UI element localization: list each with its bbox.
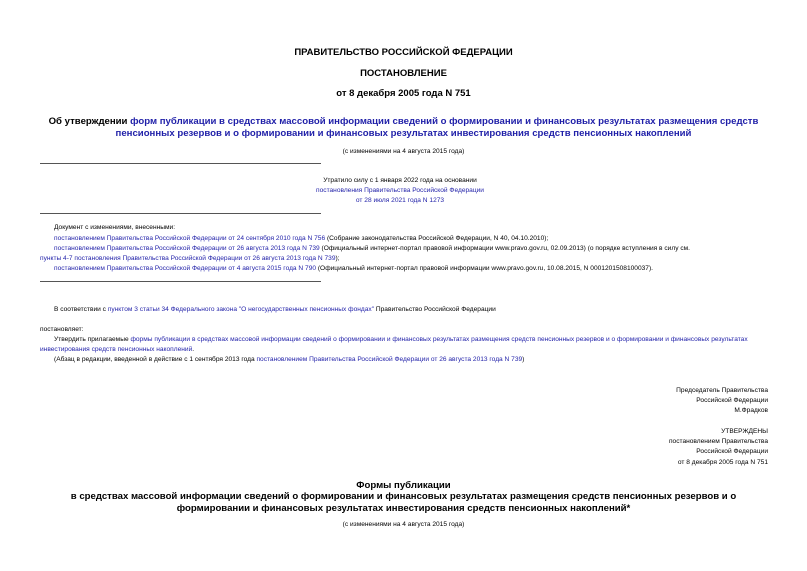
edit-decree-link[interactable]: постановлением Правительства Российской Федерации от 26 августа 2013 года N 739 [256, 356, 523, 363]
document-title [38, 116, 769, 140]
divider [40, 213, 321, 214]
divider [40, 281, 321, 282]
doc-date-heading: от 8 декабря 2005 года N 751 [336, 88, 471, 99]
basis-paragraph: В соответствии с пунктом 3 статьи 34 Федерального закона "О негосударственных пенсионных фондах" Правительство Российской Федерации [54, 306, 496, 313]
approved-line-4: от 8 декабря 2005 года N 751 [677, 459, 768, 466]
change-item-1: постановлением Правительства Российской Федерации от 24 сентября 2010 года N 756 (Собрание законодательства Российской Федерации, N 40, 04.10.2010); [54, 235, 549, 242]
approved-line-3: Российской Федерации [696, 448, 768, 455]
divider [40, 163, 321, 164]
forms-title: Формы публикации [356, 480, 451, 491]
change-1-link[interactable]: постановлением Правительства Российской Федерации от 24 сентября 2010 года N 756 [54, 235, 326, 242]
signature-name: М.Фрадков [734, 407, 768, 414]
change-3-link[interactable]: постановлением Правительства Российской Федерации от 4 августа 2015 года N 790 [54, 265, 317, 272]
approve-paragraph: Утвердить прилагаемые формы публикации в средствах массовой информации сведений о формировании и финансовых результатах размещения средств пенсионных резервов и о формировании и финансовых результатах инвестирования средств пенсионных накоплений. [40, 336, 748, 353]
change-item-2: постановлением Правительства Российской Федерации от 26 августа 2013 года N 739 (Официальный интернет-портал правовой информации www.pravo.gov.ru, 02.09.2013) (о порядке вступления в силу см. [54, 245, 690, 252]
forms-subtitle: в средствах массовой информации сведений о формировании и финансовых результатах размещения средств пенсионных резервов и о формировании и финансовых результатах инвестирования средств пенсионных накоплений* [70, 491, 737, 514]
decides-text: постановляет: [40, 326, 84, 333]
government-heading: ПРАВИТЕЛЬСТВО РОССИЙСКОЙ ФЕДЕРАЦИИ [294, 47, 513, 58]
change-item-2-cont: пункты 4-7 постановления Правительства Российской Федерации от 26 августа 2013 года N 739); [40, 255, 340, 262]
changes-intro: Документ с изменениями, внесенными: [54, 224, 176, 231]
edit-note: (Абзац в редакции, введенной в действие с 1 сентября 2013 года постановлением Правительства Российской Федерации от 26 августа 2013 года N 739) [54, 356, 525, 363]
amendments-note: (с изменениями на 4 августа 2015 года) [342, 148, 465, 155]
basis-law-link[interactable]: пунктом 3 статьи 34 Федерального закона "О негосударственных пенсионных фондах" [107, 306, 375, 313]
change-item-3: постановлением Правительства Российской Федерации от 4 августа 2015 года N 790 (Официальный интернет-портал правовой информации www.pravo.gov.ru, 10.08.2015, N 0001201508100037). [54, 265, 653, 272]
title-link[interactable]: форм публикации в средствах массовой информации сведений о формировании и финансовых результатах размещения средств пенсионных резервов и о формировании и финансовых результатах инвестирования средств пенсионных накоплений [115, 116, 759, 139]
forms-amendments-note: (с изменениями на 4 августа 2015 года) [342, 521, 465, 528]
expired-line-1: Утратило силу с 1 января 2022 года на основании [323, 177, 477, 184]
signature-line-1: Председатель Правительства [676, 387, 768, 394]
signature-line-2: Российской Федерации [696, 397, 768, 404]
approved-line-2: постановлением Правительства [668, 438, 768, 445]
title-prefix: Об утверждении [48, 116, 131, 127]
expired-decree-link[interactable]: постановления Правительства Российской Федерации [316, 187, 484, 194]
approve-forms-link[interactable]: формы публикации в средствах массовой информации сведений о формировании и финансовых результатах размещения средств пенсионных резервов и о формировании и финансовых результатах инвестирования средств пенсионных накоплений [40, 336, 748, 353]
expired-date-link[interactable]: от 28 июля 2021 года N 1273 [355, 197, 445, 204]
doc-type-heading: ПОСТАНОВЛЕНИЕ [360, 68, 447, 79]
approved-line-1: УТВЕРЖДЕНЫ [721, 428, 768, 435]
change-2-cont-link[interactable]: пункты 4-7 постановления Правительства Российской Федерации от 26 августа 2013 года N 739 [40, 255, 336, 262]
change-2-link[interactable]: постановлением Правительства Российской Федерации от 26 августа 2013 года N 739 [54, 245, 320, 252]
